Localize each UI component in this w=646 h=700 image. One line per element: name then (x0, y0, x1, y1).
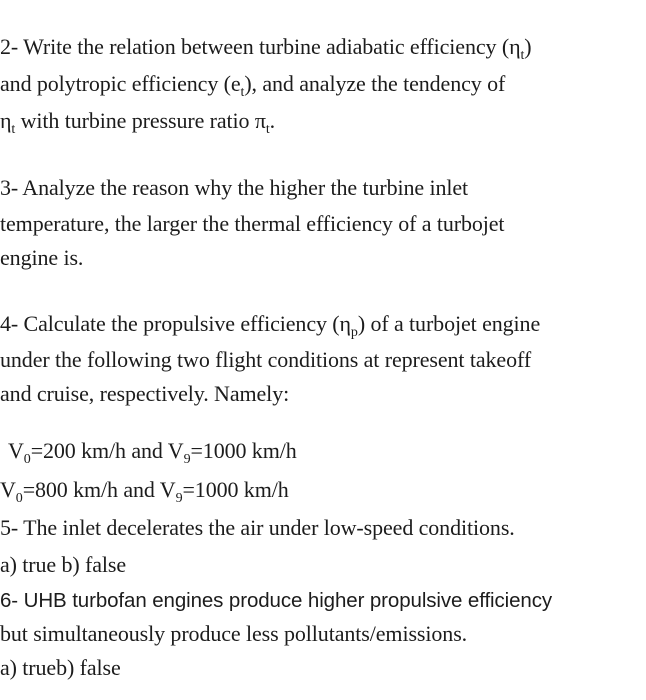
q4-text: V (0, 477, 16, 502)
q3-line-3: engine is. (0, 245, 84, 270)
q2-text: ), and analyze the tendency of (244, 71, 506, 96)
q6-text: 6- UHB turbofan engines produce higher propulsive efficiency (0, 589, 553, 612)
subscript: 0 (15, 491, 23, 506)
q6-line-1 (0, 586, 552, 615)
q4-condition-2 (0, 476, 289, 504)
q2-line-2 (0, 70, 505, 98)
q5-options: a) true b) false (0, 552, 127, 577)
subscript: t (265, 122, 270, 137)
q2-text: with turbine pressure ratio π (15, 108, 266, 133)
q2-text: ) (524, 34, 532, 59)
subscript: t (240, 85, 245, 100)
q4-line-3: and cruise, respectively. Namely: (0, 381, 290, 406)
q2-line-1 (0, 33, 532, 61)
q6-line-2: but simultaneously produce less pollutants/emissions. (0, 621, 468, 646)
subscript: 0 (23, 452, 31, 467)
q6-options: a) trueb) false (0, 655, 121, 680)
q3-line-1: 3- Analyze the reason why the higher the turbine inlet (0, 175, 469, 200)
subscript: p (350, 325, 358, 340)
q3-line-2: temperature, the larger the thermal efficiency of a turbojet (0, 211, 505, 236)
q4-text: V (8, 438, 24, 463)
q4-text: =1000 km/h (182, 477, 289, 502)
q2-text: η (0, 108, 12, 133)
q4-line-2: under the following two flight conditions at represent takeoff (0, 347, 532, 372)
q4-text: 4- Calculate the propulsive efficiency (η (0, 311, 351, 336)
q2-line-3 (0, 107, 275, 135)
q4-text: ) of a turbojet engine (357, 311, 541, 336)
q2-text: 2- Write the relation between turbine adiabatic efficiency (η (0, 34, 521, 59)
q2-text: . (269, 108, 276, 133)
q2-text: and polytropic efficiency (e (0, 71, 241, 96)
q4-text: =1000 km/h (190, 438, 297, 463)
q5-line-1: 5- The inlet decelerates the air under low-speed conditions. (0, 515, 515, 540)
subscript: t (11, 122, 16, 137)
subscript: 9 (183, 452, 191, 467)
subscript: 9 (175, 491, 183, 506)
q4-text: =800 km/h and V (22, 477, 176, 502)
q4-condition-1 (8, 437, 297, 465)
q4-text: =200 km/h and V (30, 438, 184, 463)
subscript: t (520, 48, 525, 63)
q4-line-1 (0, 310, 540, 338)
